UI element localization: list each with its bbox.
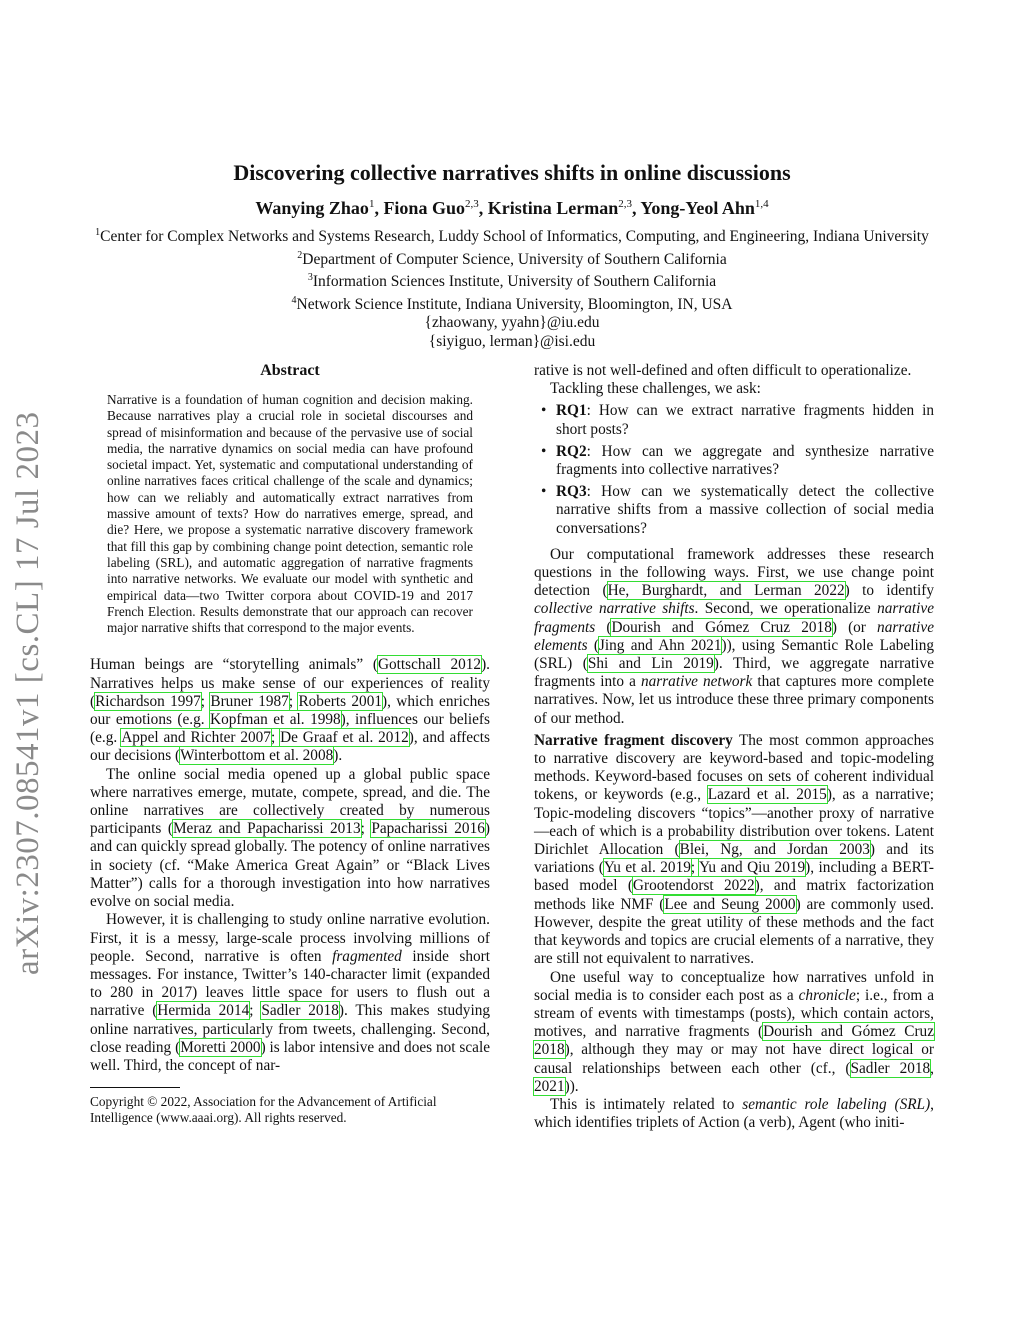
list-item: • RQ3: How can we systematically detect the collective narrative shifts from a massive collection of social media conversations? — [534, 483, 934, 538]
citation-link[interactable]: Appel and Richter 2007 — [121, 729, 271, 747]
list-item: • RQ1: How can we extract narrative fragments hidden in short posts? — [534, 402, 934, 438]
author-list — [90, 198, 934, 219]
body-paragraph: Our computational framework addresses these research questions in the following ways. First, we use change point detection (He, Burghardt, and Lerman 2022) to identify collective narrative shifts. Second, we operationalize narrative fragments (Dourish and Gómez Cruz 2018) (or narrative elements (Jing and Ahn 2021)), using Semantic Role Labeling (SRL) (Shi and Lin 2019). Third, we aggregate narrative fragments into a narrative network that captures more complete narratives. Now, let us introduce these three primary components of our method. — [534, 545, 935, 727]
citation-link[interactable]: Yu et al. 2019 — [603, 859, 691, 877]
citation-link[interactable]: Papacharissi 2016 — [371, 820, 485, 838]
author: Yong-Yeol Ahn$^{1,4}$ — [640, 198, 769, 218]
citation-link[interactable]: 2021 — [534, 1077, 565, 1095]
citation-link[interactable]: Dourish and Gómez Cruz 2018 — [611, 618, 832, 636]
affiliations — [95, 224, 929, 351]
abstract-text: Narrative is a foundation of human cognition and decision making. Because narratives play a crucial role in societal discourses and spread of misinformation and because of the pervasive use of social media, the narrative dynamics on social media can have profound societal impact. Yet, systematic and computational understanding of online narratives faces critical challenge of the scale and dynamics; how can we reliably and automatically extract narratives from massive amount of texts? How do narratives emerge, spread, and die? Here, we propose a systematic narrative discovery framework that fill this gap by combining change point detection, semantic role labeling (SRL), and automatic aggregation of narrative fragments into narrative networks. We evaluate our model with synthetic and empirical data—two Twitter corpora about COVID-19 and 2017 French Election. Results demonstrate that our approach can recover major narrative shifts that correspond to the major events. — [107, 392, 473, 636]
body-paragraph: This is intimately related to semantic role labeling (SRL), which identifies triplets of Action (a verb), Agent (who initi- — [534, 1095, 934, 1132]
citation-link[interactable]: Winterbottom et al. 2008 — [180, 747, 334, 765]
affiliation: $^3$Information Sciences Institute, University of Southern California — [307, 272, 717, 291]
citation-link[interactable]: Gottschall 2012 — [377, 656, 482, 674]
introduction — [90, 656, 490, 1075]
citation-link[interactable]: Moretti 2000 — [180, 1038, 261, 1056]
citation-link[interactable]: Meraz and Papacharissi 2013 — [172, 820, 361, 838]
list-item: • RQ2: How can we aggregate and synthesize narrative fragments into collective narratives? — [534, 443, 934, 479]
citation-link[interactable]: Grootendorst 2022 — [632, 877, 755, 895]
research-questions — [534, 402, 934, 537]
abstract-heading: Abstract — [260, 362, 320, 379]
citation-link[interactable]: Yu and Qiu 2019 — [699, 859, 806, 877]
left-column — [90, 362, 490, 1127]
body-paragraph: Narrative fragment discovery The most common approaches to narrative discovery are keyword-based and topic-modeling methods. Keyword-based focuses on sets of coherent individual tokens, or keywords (e.g., Lazard et al. 2015), as a narrative; Topic-modeling discovers “topics”—another proxy of narrative—each of which is a probability distribution over tokens. Latent Dirichlet Allocation (Blei, Ng, and Jordan 2003) and its variations (Yu et al. 2019; Yu and Qiu 2019), including a BERT-based model (Grootendorst 2022), and matrix factorization methods like NMF (Lee and Seung 2000) are commonly used. However, despite the great utility of these methods and the fact that keywords and topics are crucial elements of a narrative, they are still not equivalent to narratives. — [534, 731, 934, 968]
author: Fiona Guo$^{2,3}$, — [383, 198, 488, 218]
footnote-divider — [90, 1087, 180, 1088]
citation-link[interactable]: Sadler 2018 — [261, 1002, 339, 1020]
citation-link[interactable]: Bruner 1987 — [210, 692, 289, 710]
intro-paragraph: The online social media opened up a global public space where narratives emerge, mutate, compete, spread, and die. The online narratives are collectively created by numerous participants (Meraz and Papacharissi 2013; Papacharissi 2016) and can quickly spread globally. The potency of online narratives in society (cf. “Make America Great Again” or “Black Lives Matter”) calls for a thorough investigation into how narratives evolve on social media. — [90, 765, 490, 911]
citation-link[interactable]: Shi and Lin 2019 — [587, 655, 714, 673]
affiliation: $^1$Center for Complex Networks and Systems Research, Luddy School of Informatics, Computing, and Engineering, Indiana University — [95, 227, 929, 246]
email: {zhaowany, yyahn}@iu.edu — [424, 314, 600, 332]
copyright-footnote: Copyright © 2022, Association for the Advancement of Artificial Intelligence (www.aaai.org). All rights reserved. — [90, 1094, 437, 1126]
citation-link[interactable]: Dourish and Gómez Cruz 2018 — [534, 1023, 934, 1059]
paper-title: Discovering collective narratives shifts in online discussions — [233, 160, 791, 185]
body-paragraph: Tackling these challenges, we ask: — [550, 380, 761, 398]
intro-paragraph: However, it is challenging to study online narrative evolution. First, it is a messy, large-scale process involving millions of people. Second, narrative is often fragmented inside short messages. For instance, Twitter’s 140-character limit (expanded to 280 in 2017) leaves little space for users to flush out a narrative (Hermida 2014; Sadler 2018). This makes studying online narratives, particularly from tweets, challenging. Second, close reading (Moretti 2000) is labor intensive and does not scale well. Third, the concept of nar- — [90, 911, 491, 1074]
citation-link[interactable]: Sadler 2018 — [850, 1059, 931, 1077]
citation-link[interactable]: Hermida 2014 — [157, 1002, 250, 1020]
citation-link[interactable]: Roberts 2001 — [298, 692, 382, 710]
body-paragraph: One useful way to conceptualize how narratives unfold in social media is to consider each post as a chronicle; i.e., from a stream of events with timestamps (posts), which contain actors, motives, and narrative fragments (Dourish and Gómez Cruz 2018), although they may or may not have direct logical or causal relationships between each other (cf., (Sadler 2018, 2021)). — [534, 968, 934, 1095]
affiliation: $^2$Department of Computer Science, University of Southern California — [297, 249, 727, 268]
arxiv-identifier: arXiv:2307.08541v1 [cs.CL] 17 Jul 2023 — [10, 411, 46, 975]
email: {siyiguo, lerman}@isi.edu — [428, 332, 596, 350]
citation-link[interactable]: Jing and Ahn 2021 — [598, 636, 722, 654]
author: Kristina Lerman$^{2,3}$, — [487, 198, 641, 218]
body-paragraph: rative is not well-defined and often difficult to operationalize. — [534, 362, 912, 379]
right-column — [534, 362, 934, 1132]
citation-link[interactable]: He, Burghardt, and Lerman 2022 — [607, 582, 845, 600]
citation-link[interactable]: Lee and Seung 2000 — [664, 895, 796, 913]
paragraph-heading: Narrative fragment discovery — [534, 731, 733, 749]
citation-link[interactable]: Kopfman et al. 1998 — [210, 711, 341, 729]
affiliation: $^4$Network Science Institute, Indiana University, Bloomington, IN, USA — [291, 294, 733, 313]
citation-link[interactable]: Richardson 1997 — [95, 692, 201, 710]
intro-paragraph: Human beings are “storytelling animals” (Gottschall 2012). Narratives helps us make sense of our experiences of reality (Richardson 1997; Bruner 1987; Roberts 2001), which enriches our emotions (e.g. Kopfman et al. 1998), influences our beliefs (e.g. Appel and Richter 2007; De Graaf et al. 2012), and affects our decisions (Winterbottom et al. 2008). — [90, 656, 491, 765]
citation-link[interactable]: Blei, Ng, and Jordan 2003 — [679, 841, 870, 859]
citation-link[interactable]: De Graaf et al. 2012 — [280, 729, 409, 747]
citation-link[interactable]: Lazard et al. 2015 — [707, 786, 827, 804]
author: Wanying Zhao$^1$, — [255, 198, 384, 218]
